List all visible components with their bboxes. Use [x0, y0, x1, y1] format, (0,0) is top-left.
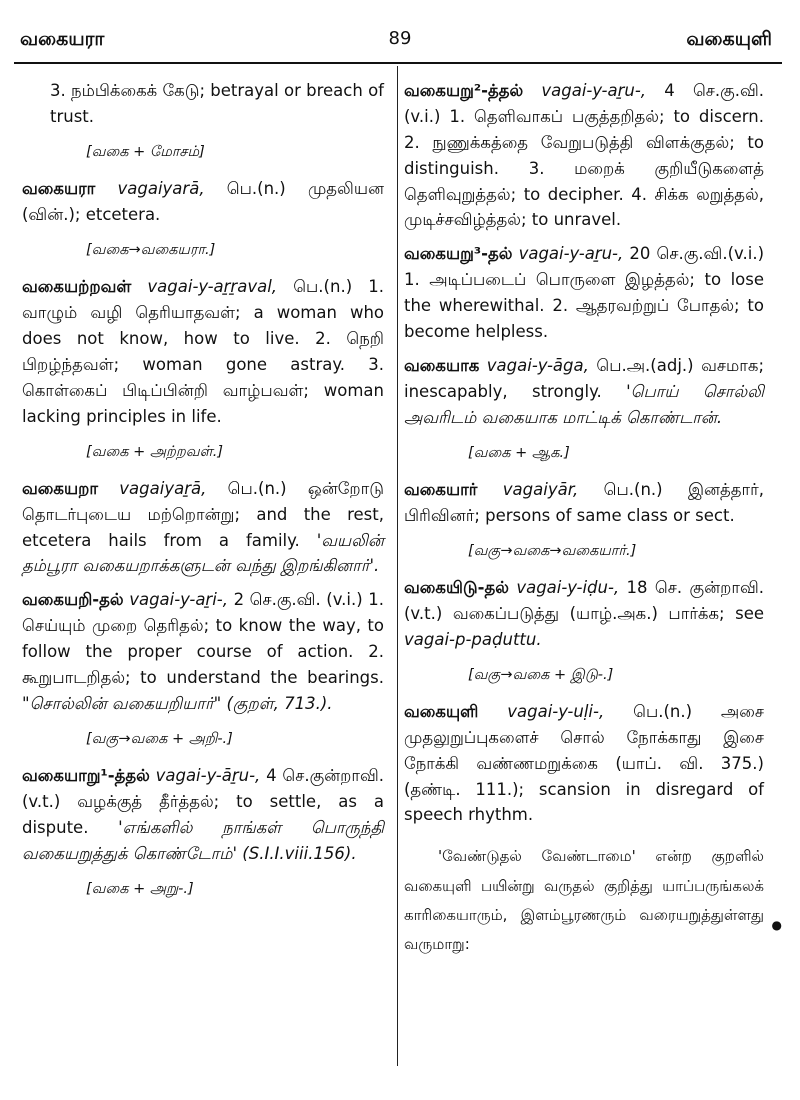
romanization: vagai-y-āṟu-,: [155, 766, 261, 786]
headword: வகையறா: [22, 478, 98, 498]
romanization: vagaiyār,: [502, 479, 579, 499]
headword: வகையரா: [22, 179, 96, 199]
page-number: 89: [388, 28, 412, 49]
definition: பெ.(n.) முதலியன (வின்.); etcetera.: [22, 179, 384, 224]
note-paragraph: 'வேண்டுதல் வேண்டாமை' என்ற குறளில் வகையுளி பயின்று வருதல் குறித்து யாப்பருங்கலக் காரிகையாரும், இளம்பூரணரும் வரையறுத்துள்ளது வருமாறு:: [404, 847, 764, 954]
header-rule: [14, 62, 782, 64]
romanization: vagai-y-uḷi-,: [507, 701, 605, 721]
dictionary-entry: [404, 78, 764, 233]
etymology: [வகை + மோசம்]: [86, 143, 205, 160]
dictionary-entry: [22, 476, 384, 580]
etymology: [வகு→வகை + அறி-.]: [86, 730, 233, 747]
dictionary-entry: [404, 477, 764, 529]
headword: வகையற்றவள்: [22, 277, 132, 297]
etymology: [வகை + ஆக.]: [468, 444, 570, 461]
etymology: [வகை + அற்றவள்.]: [86, 443, 223, 460]
running-head-left: வகையரா: [20, 28, 105, 50]
definition: 18 செ. குன்றாவி.(v.t.) வகைப்படுத்து (யாழ்.அக.) பார்க்க; see: [404, 577, 764, 623]
headword: வகையிடு-தல்: [404, 577, 509, 597]
citation: 'எங்களில் நாங்கள் பொருந்தி வகையறுத்துக் கொண்டோம்' (S.I.I.viii.156).: [22, 817, 384, 863]
definition: 4 செ.குன்றாவி. (v.t.) வழக்குத் தீர்த்தல்; to settle, as a dispute.: [22, 766, 385, 837]
running-head-right: வகையுளி: [686, 28, 772, 50]
romanization: vagai-y-aṟṟaval,: [147, 277, 278, 297]
romanization: vagai-y-iḍu-,: [516, 577, 620, 597]
definition: பெ.(n.) அசை முதலுறுப்புகளைச் சொல் நோக்காது இசை நோக்கி வண்ணமறுக்கை (யாப். வி. 375.) (தண்டி. 111.); scansion in disregard of speech rhythm.: [404, 701, 765, 825]
dictionary-entry: [22, 587, 384, 716]
dictionary-entry: [22, 176, 384, 228]
etymology: [வகு→வகை + இடு-.]: [468, 666, 614, 683]
romanization: vagai-y-aṟu-,: [541, 81, 647, 100]
citation: 'வயலின் தம்பூரா வகையறாக்களுடன் வந்து இறங்கினார்'.: [22, 530, 385, 576]
romanization: vagai-y-aṟu-,: [518, 244, 624, 264]
citation: "சொல்லின் வகையறியார்" (குறள், 713.).: [22, 693, 333, 713]
definition: 2 செ.கு.வி. (v.i.) 1. செய்யும் முறை தெரிதல்; to know the way, to follow the proper course of action. 2. கூறுபாடறிதல்; to understand the bearings.: [22, 590, 385, 688]
headword: வகையறு²-த்தல்: [404, 81, 524, 100]
definition: பெ.(n.) இனத்தார், பிரிவினர்; persons of same class or sect.: [404, 479, 765, 525]
romanization: vagaiyaṟā,: [119, 478, 207, 498]
dictionary-entry: [22, 274, 384, 429]
definition: பெ.அ.(adj.) வசமாக; inescapably, strongly.: [404, 355, 765, 401]
headword: வகையறு³-தல்: [404, 244, 513, 264]
bullet-mark: ●: [771, 918, 782, 932]
headword: வகையாறு¹-த்தல்: [22, 766, 150, 786]
etymology: [வகை + அறு-.]: [86, 880, 194, 897]
definition: 4 செ.கு.வி. (v.i.) 1. தெளிவாகப் பகுத்தறிதல்; to discern. 2. நுணுக்கத்தை வேறுபடுத்தி விளக்குதல்; to distinguish. 3. மறைக் குறியீடுகளைத் தெளிவுறுத்தல்; to decipher. 4. சிக்க லறுத்தல், முடிச்சவிழ்த்தல்; to unravel.: [404, 81, 765, 230]
column-divider: [397, 66, 398, 1066]
definition: பெ.(n.) 1. வாழும் வழி தெரியாதவள்; a woman who does not know, how to live. 2. நெறி பிறழ்ந்தவள்; woman gone astray. 3. கொள்கைப் பிடிப்பின்றி வாழ்பவள்; woman lacking principles in life.: [22, 277, 385, 426]
headword: வகையுளி: [404, 701, 479, 721]
dictionary-entry: [404, 575, 764, 653]
romanization: vagaiyarā,: [117, 179, 205, 199]
citation: vagai-p-paḍuttu.: [404, 629, 542, 649]
entry-continuation: 3. நம்பிக்கைக் கேடு; betrayal or breach of trust.: [50, 81, 384, 126]
etymology: [வகு→வகை→வகையார்.]: [468, 542, 637, 559]
headword: வகையார்: [404, 479, 478, 499]
romanization: vagai-y-āga,: [486, 355, 589, 375]
romanization: vagai-y-aṟi-,: [129, 590, 228, 610]
headword: வகையறி-தல்: [22, 590, 124, 610]
left-column: [22, 78, 384, 913]
dictionary-entry: [404, 241, 764, 345]
citation: 'பொய் சொல்லி அவரிடம் வகையாக மாட்டிக் கொண்டான்.: [404, 381, 765, 427]
right-column: [404, 78, 764, 959]
etymology: [வகை→வகையரா.]: [86, 241, 216, 258]
dictionary-entry: [404, 699, 764, 828]
dictionary-entry: [404, 353, 764, 431]
headword: வகையாக: [404, 355, 480, 375]
dictionary-entry: [22, 763, 384, 867]
definition: பெ.(n.) ஒன்றோடு தொடர்புடைய மற்றொன்று; and the rest, etcetera hails from a family.: [22, 478, 385, 550]
definition: 20 செ.கு.வி.(v.i.) 1. அடிப்படைப் பொருளை இழத்தல்; to lose the wherewithal. 2. ஆதரவற்றுப் போதல்; to become helpless.: [404, 244, 765, 342]
